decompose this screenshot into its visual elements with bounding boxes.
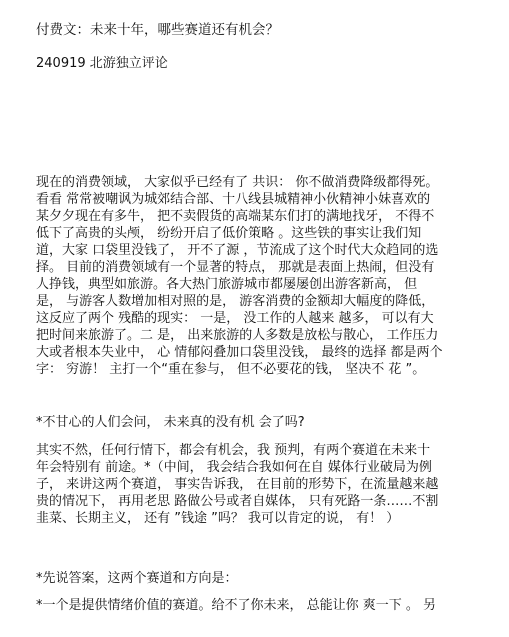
paragraph-line: 其实不然，任何行情下，都会有机会，我 预判，有两个赛道在未来十 bbox=[36, 443, 431, 458]
paragraph-line: 把时间来旅游了。二 是， 出来旅游的人多数是放松与散心， 工作压力 bbox=[36, 328, 439, 343]
paragraph-line: 低下了高贵的头颅， 纷纷开启了低价策略 。这些铁的事实让我们知 bbox=[36, 226, 422, 241]
paragraph-line: 人挣钱，典型如旅游。各大热门旅游城市都屡屡创出游客新高， 但 bbox=[36, 277, 418, 292]
paragraph-line: 是， 与游客人数增加相对照的是， 游客消费的金额却大幅度的降低， bbox=[36, 294, 435, 309]
paragraph-line: 大或者根本失业中， 心 情郁闷叠加口袋里没钱， 最终的选择 都是两个 bbox=[36, 345, 443, 360]
document-date-source: 240919 北游独立评论 bbox=[36, 56, 168, 71]
paragraph-line: 某夕夕现在有多牛， 把不卖假货的高端某东们打的满地找牙， 不得不 bbox=[36, 209, 435, 224]
paragraph-line: 道，大家 口袋里没钱了， 开不了源 ，节流成了这个时代大众趋同的选 bbox=[36, 243, 439, 258]
paragraph-line: 这反应了两个 残酷的现实： 一是， 没工作的人越来 越多， 可以有大 bbox=[36, 311, 434, 326]
paragraph-line: 韭菜、长期主义， 还有 ”钱途 ”吗？ 我可以肯定的说， 有！ ） bbox=[36, 511, 400, 526]
answer-first-track: *一个是提供情绪价值的赛道。给不了你未来， 总能让你 爽一下 。 另 bbox=[36, 598, 437, 613]
paragraph-line: 择。 目前的消费领域有一个显著的特点， 那就是表面上热闹，但没有 bbox=[36, 260, 435, 275]
document-title: 付费文：未来十年，哪些赛道还有机会？ bbox=[36, 22, 279, 38]
section-question: *不甘心的人们会问， 未来真的没有机 会了吗? bbox=[36, 415, 305, 430]
paragraph-line: 年会特别有 前途。*（中间， 我会结合我如何在自 媒体行业破局为例 bbox=[36, 460, 432, 475]
paragraph-line: 看看 常常被嘲讽为城郊结合部、十八线县城精神小伙精神小妹喜欢的 bbox=[36, 192, 431, 207]
paragraph-line: 现在的消费领域， 大家似乎已经有了 共识： 你不做消费降级都得死。 bbox=[36, 175, 439, 190]
paragraph-line: 字： 穷游！ 主打一个“重在参与， 但不必要花的钱， 坚决不 花 ”。 bbox=[36, 362, 426, 377]
answer-intro: *先说答案，这两个赛道和方向是： bbox=[36, 571, 238, 586]
paragraph-line: 子， 来讲这两个赛道， 事实告诉我， 在目前的形势下，在流量越来越 bbox=[36, 477, 439, 492]
paragraph-line: 贵的情况下， 再用老思 路做公号或者自媒体， 只有死路一条……不割 bbox=[36, 494, 439, 509]
